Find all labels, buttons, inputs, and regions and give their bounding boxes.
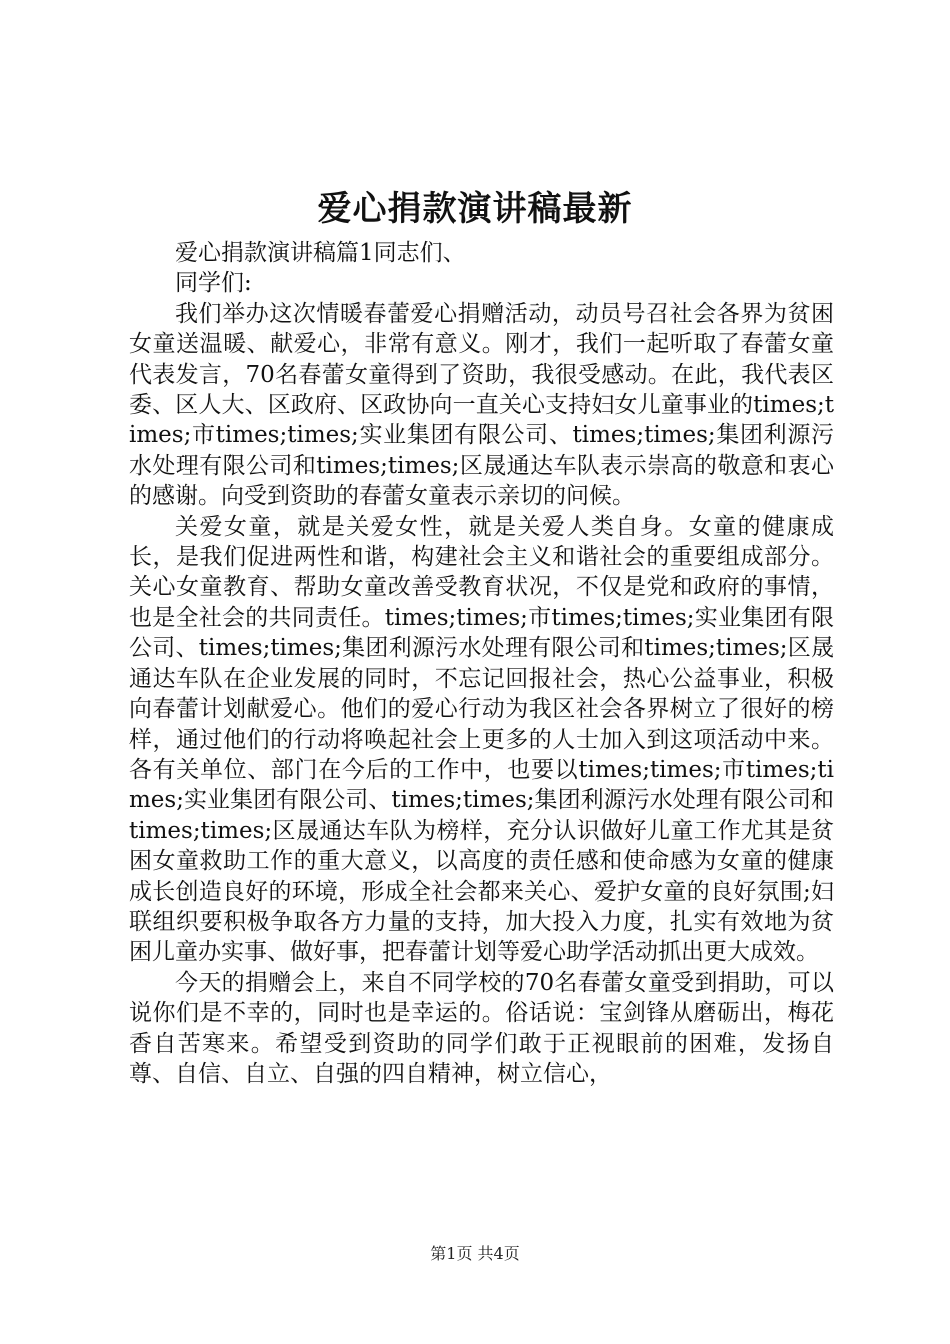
document-body [129,238,834,1089]
document-title: 爱心捐款演讲稿最新 [317,189,633,229]
paragraph: 我们举办这次情暖春蕾爱心捐赠活动，动员号召社会各界为贫困女童送温暖、献爱心，非常有意义。刚才，我们一起听取了春蕾女童代表发言，70名春蕾女童得到了资助，我很受感动。在此，我代表区委、区人大、区政府、区政协向一直关心支持妇女儿童事业的times;times;市times;times;实业集团有限公司、times;times;集团利源污水处理有限公司和times;times;区晟通达车队表示崇高的敬意和衷心的感谢。向受到资助的春蕾女童表示亲切的问候。 [129,300,834,510]
paragraph: 爱心捐款演讲稿篇1同志们、 [175,240,466,266]
paragraph: 今天的捐赠会上，来自不同学校的70名春蕾女童受到捐助，可以说你们是不幸的，同时也是幸运的。俗话说：宝剑锋从磨砺出，梅花香自苦寒来。希望受到资助的同学们敢于正视眼前的困难，发扬自尊、自信、自立、自强的四自精神，树立信心， [129,969,834,1087]
page-footer: 第1页 共4页 [430,1244,520,1263]
paragraph: 关爱女童，就是关爱女性，就是关爱人类自身。女童的健康成长，是我们促进两性和谐，构建社会主义和谐社会的重要组成部分。关心女童教育、帮助女童改善受教育状况，不仅是党和政府的事情，也是全社会的共同责任。times;times;市times;times;实业集团有限公司、times;times;集团利源污水处理有限公司和times;times;区晟通达车队在企业发展的同时，不忘记回报社会，热心公益事业，积极向春蕾计划献爱心。他们的爱心行动为我区社会各界树立了很好的榜样，通过他们的行动将唤起社会上更多的人士加入到这项活动中来。各有关单位、部门在今后的工作中，也要以times;times;市times;times;实业集团有限公司、times;times;集团利源污水处理有限公司和times;times;区晟通达车队为榜样，充分认识做好儿童工作尤其是贫困女童救助工作的重大意义，以高度的责任感和使命感为女童的健康成长创造良好的环境，形成全社会都来关心、爱护女童的良好氛围;妇联组织要积极争取各方力量的支持，加大投入力度，扎实有效地为贫困儿童办实事、做好事，把春蕾计划等爱心助学活动抓出更大成效。 [129,513,834,966]
paragraph: 同学们: [175,270,252,297]
